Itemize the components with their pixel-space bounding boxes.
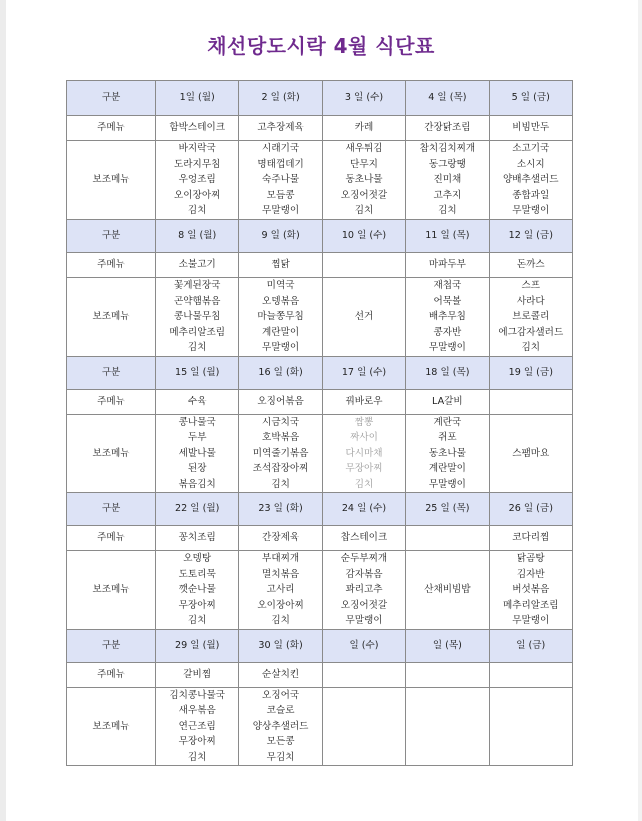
side-menu-item: 두부	[187, 432, 207, 443]
side-menu-item: 김치	[354, 205, 374, 217]
side-menu-item: 김치	[271, 478, 290, 490]
side-menu-item: 브로콜리	[512, 311, 550, 322]
side-menu-item: 김치	[187, 751, 207, 763]
side-menu-item: 오이장아찌	[257, 599, 304, 611]
side-menu-item: 무말랭이	[512, 205, 550, 217]
main-menu-cell: 수육	[156, 389, 239, 414]
side-menu-item: 된장	[187, 463, 207, 474]
main-menu-cell	[489, 389, 572, 414]
side-menu-cell	[239, 414, 322, 493]
side-menu-cell	[156, 414, 239, 493]
side-menu-item: 김치	[187, 615, 207, 626]
side-menu-item: 바지락국	[178, 143, 216, 155]
side-menu-item: 고추지	[433, 189, 462, 201]
main-menu-cell	[406, 526, 489, 551]
side-menu-cell	[406, 414, 489, 493]
side-menu-item: 동초나물	[345, 174, 383, 186]
side-menu-item: 동초나물	[428, 447, 466, 459]
side-menu-item: 계란말이	[262, 326, 300, 338]
side-menu-item: 계란국	[433, 416, 462, 428]
side-menu-cell	[322, 141, 405, 220]
main-menu-row	[67, 253, 573, 278]
day-header-cell: 24 일 (수)	[322, 493, 405, 526]
side-menu-cell	[239, 687, 322, 766]
side-menu-item: 김치	[521, 342, 541, 353]
side-menu-item: 연근조림	[178, 720, 216, 732]
row-label-main: 주메뉴	[67, 662, 156, 687]
side-menu-item: 동그랑땡	[428, 158, 466, 170]
side-menu-row	[67, 687, 573, 766]
side-menu-cell	[322, 278, 405, 357]
side-menu-item: 무말랭이	[512, 615, 550, 626]
side-menu-cell	[406, 687, 489, 766]
side-menu-item: 무말랭이	[428, 478, 466, 490]
row-label-side: 보조메뉴	[67, 414, 156, 493]
page-shadow-right	[638, 0, 642, 821]
side-menu-item: 도라지무침	[174, 158, 221, 170]
side-menu-item: 시금치국	[262, 416, 300, 428]
day-header-cell: 25 일 (목)	[406, 493, 489, 526]
side-menu-cell	[406, 551, 489, 630]
side-menu-item: 스프	[521, 280, 541, 291]
side-menu-row	[67, 141, 573, 220]
row-label-main: 주메뉴	[67, 253, 156, 278]
side-menu-item: 숙주나물	[262, 174, 300, 186]
side-menu-cell	[239, 278, 322, 357]
side-menu-item: 스팸마요	[512, 447, 550, 459]
side-menu-item: 도토리묵	[178, 568, 216, 580]
side-menu-item: 오징어젓갈	[340, 599, 388, 611]
side-menu-item: 사라다	[516, 295, 545, 307]
week-header-row	[67, 356, 573, 389]
side-menu-item: 메추리알조림	[169, 326, 225, 338]
side-menu-item: 명태껍데기	[257, 158, 304, 170]
side-menu-item: 김치	[187, 342, 207, 353]
side-menu-item: 진미채	[433, 174, 462, 186]
side-menu-item: 김자반	[516, 568, 545, 580]
side-menu-row	[67, 278, 573, 357]
side-menu-item: 무말랭이	[428, 342, 466, 353]
day-header-cell: 22 일 (월)	[156, 493, 239, 526]
side-menu-cell	[156, 141, 239, 220]
side-menu-item: 재첩국	[433, 280, 462, 291]
side-menu-cell	[489, 414, 572, 493]
side-menu-item: 양상추샐러드	[252, 720, 309, 732]
day-header-cell: 3 일 (수)	[322, 81, 405, 116]
row-label-gubun: 구분	[67, 493, 156, 526]
main-menu-cell	[406, 662, 489, 687]
side-menu-item: 김치	[438, 205, 457, 217]
side-menu-item: 새우튀김	[345, 143, 383, 155]
row-label-side: 보조메뉴	[67, 687, 156, 766]
row-label-side: 보조메뉴	[67, 278, 156, 357]
side-menu-item: 오징어젓갈	[340, 189, 388, 201]
row-label-side: 보조메뉴	[67, 551, 156, 630]
day-header-cell: 10 일 (수)	[322, 220, 405, 253]
day-header-cell: 11 일 (목)	[406, 220, 489, 253]
side-menu-item: 미역국	[266, 280, 295, 291]
day-header-cell: 9 일 (화)	[239, 220, 322, 253]
side-menu-item: 다시마채	[345, 447, 383, 459]
page-shadow-left	[0, 0, 6, 821]
side-menu-cell	[489, 551, 572, 630]
main-menu-cell: 코다리찜	[489, 526, 572, 551]
side-menu-item: 모듬콩	[266, 189, 295, 201]
main-menu-cell: 찹스테이크	[322, 526, 405, 551]
side-menu-item: 계란말이	[428, 463, 466, 474]
day-header-cell: 12 일 (금)	[489, 220, 572, 253]
main-menu-row	[67, 116, 573, 141]
main-menu-cell	[489, 662, 572, 687]
main-menu-cell: 비빔만두	[489, 116, 572, 141]
side-menu-item: 무김치	[266, 751, 295, 763]
main-menu-cell: 돈까스	[489, 253, 572, 278]
row-label-gubun: 구분	[67, 220, 156, 253]
side-menu-cell	[239, 551, 322, 630]
side-menu-item: 닭곰탕	[516, 553, 545, 564]
main-menu-cell: 소불고기	[156, 253, 239, 278]
side-menu-item: 마늘쫑무침	[257, 311, 304, 322]
side-menu-cell	[156, 278, 239, 357]
side-menu-item: 무말랭이	[262, 205, 300, 217]
side-menu-item: 오뎅탕	[183, 553, 212, 564]
week-header-row	[67, 220, 573, 253]
side-menu-item: 볶음김치	[178, 478, 216, 490]
side-menu-row	[67, 414, 573, 493]
row-label-main: 주메뉴	[67, 116, 156, 141]
side-menu-cell	[156, 687, 239, 766]
side-menu-item: 고사리	[266, 584, 295, 595]
row-label-gubun: 구분	[67, 629, 156, 662]
side-menu-cell	[322, 687, 405, 766]
main-menu-cell: 함박스테이크	[156, 116, 239, 141]
side-menu-item: 종합과일	[512, 189, 550, 201]
main-menu-cell: 오징어볶음	[239, 389, 322, 414]
side-menu-item: 조석잡장아찌	[252, 463, 309, 474]
side-menu-item: 짬뽕	[354, 416, 374, 428]
side-menu-item: 소고기국	[512, 143, 550, 155]
side-menu-item: 오이장아찌	[174, 189, 221, 201]
main-menu-row	[67, 662, 573, 687]
side-menu-cell	[489, 141, 572, 220]
main-menu-cell: 고추장제육	[239, 116, 322, 141]
side-menu-item: 꽈리고추	[345, 584, 383, 595]
side-menu-row	[67, 551, 573, 630]
row-label-side: 보조메뉴	[67, 141, 156, 220]
side-menu-item: 어묵볼	[433, 295, 462, 307]
day-header-cell: 19 일 (금)	[489, 356, 572, 389]
menu-table	[66, 80, 573, 766]
side-menu-item: 모든콩	[266, 736, 295, 747]
day-header-cell: 26 일 (금)	[489, 493, 572, 526]
side-menu-item: 오징어국	[262, 689, 300, 701]
side-menu-item: 깻순나물	[178, 584, 216, 595]
side-menu-item: 오뎅볶음	[262, 295, 300, 307]
side-menu-item: 무장아찌	[345, 463, 383, 474]
day-header-cell: 15 일 (월)	[156, 356, 239, 389]
day-header-cell: 30 일 (화)	[239, 629, 322, 662]
side-menu-item: 소시지	[516, 158, 545, 170]
main-menu-row	[67, 389, 573, 414]
main-menu-row	[67, 526, 573, 551]
main-menu-cell: 갈비찜	[156, 662, 239, 687]
day-header-cell: 16 일 (화)	[239, 356, 322, 389]
main-menu-cell: 찜닭	[239, 253, 322, 278]
side-menu-item: 에그감자샐러드	[498, 326, 564, 338]
side-menu-item: 무말랭이	[345, 615, 383, 626]
main-menu-cell: 카레	[322, 116, 405, 141]
day-header-cell: 4 일 (목)	[406, 81, 489, 116]
day-header-cell: 23 일 (화)	[239, 493, 322, 526]
side-menu-item: 우엉조림	[178, 174, 216, 186]
side-menu-cell	[322, 414, 405, 493]
main-menu-cell	[322, 662, 405, 687]
main-menu-cell: 순살치킨	[239, 662, 322, 687]
main-menu-cell: 꽁치조림	[156, 526, 239, 551]
side-menu-item: 세발나물	[178, 447, 216, 459]
side-menu-item: 코슬로	[266, 705, 295, 716]
row-label-main: 주메뉴	[67, 526, 156, 551]
side-menu-item: 감자볶음	[345, 568, 383, 580]
side-menu-item: 김치콩나물국	[169, 689, 225, 701]
side-menu-item: 선거	[354, 311, 374, 322]
side-menu-cell	[489, 687, 572, 766]
week-header-row	[67, 493, 573, 526]
day-header-cell: 일 (수)	[322, 629, 405, 662]
side-menu-item: 메추리알조림	[502, 599, 559, 611]
day-header-cell: 17 일 (수)	[322, 356, 405, 389]
side-menu-item: 양배추샐러드	[502, 174, 559, 186]
side-menu-item: 콩나물국	[178, 416, 216, 428]
side-menu-item: 김치	[187, 205, 207, 217]
side-menu-item: 산채비빔밥	[424, 584, 471, 595]
row-label-gubun: 구분	[67, 356, 156, 389]
day-header-cell: 1일 (월)	[156, 81, 239, 116]
main-menu-cell: 마파두부	[406, 253, 489, 278]
main-menu-cell: 꿔바로우	[322, 389, 405, 414]
page-title: 채선당도시락 4월 식단표	[207, 34, 435, 58]
week-header-row	[67, 629, 573, 662]
side-menu-item: 무장아찌	[178, 736, 216, 747]
day-header-cell: 5 일 (금)	[489, 81, 572, 116]
day-header-cell: 8 일 (월)	[156, 220, 239, 253]
side-menu-item: 짜사이	[350, 432, 378, 443]
side-menu-cell	[406, 278, 489, 357]
side-menu-item: 버섯볶음	[512, 584, 550, 595]
side-menu-item: 김치	[271, 615, 290, 626]
side-menu-cell	[156, 551, 239, 630]
day-header-cell: 2 일 (화)	[239, 81, 322, 116]
side-menu-item: 무장아찌	[178, 599, 216, 611]
side-menu-item: 꽃게된장국	[174, 280, 221, 291]
side-menu-item: 배추무침	[428, 311, 466, 322]
day-header-cell: 일 (금)	[489, 629, 572, 662]
side-menu-item: 멸치볶음	[262, 568, 300, 580]
row-label-main: 주메뉴	[67, 389, 156, 414]
side-menu-cell	[406, 141, 489, 220]
side-menu-cell	[322, 551, 405, 630]
side-menu-item: 곤약햄볶음	[174, 295, 221, 307]
side-menu-item: 미역줄기볶음	[252, 447, 309, 459]
side-menu-item: 호박볶음	[262, 432, 300, 443]
side-menu-item: 김치	[354, 478, 374, 490]
main-menu-cell: 간장닭조림	[406, 116, 489, 141]
main-menu-cell: LA갈비	[406, 389, 489, 414]
day-header-cell: 18 일 (목)	[406, 356, 489, 389]
day-header-cell: 29 일 (월)	[156, 629, 239, 662]
side-menu-item: 콩나물무침	[174, 311, 221, 322]
main-menu-cell: 간장제육	[239, 526, 322, 551]
side-menu-item: 참치김치찌개	[419, 143, 476, 155]
side-menu-item: 무말랭이	[262, 342, 300, 353]
row-label-gubun: 구분	[67, 81, 156, 116]
side-menu-item: 쥐포	[438, 432, 457, 443]
main-menu-cell	[322, 253, 405, 278]
side-menu-cell	[239, 141, 322, 220]
side-menu-item: 콩자반	[433, 326, 462, 338]
side-menu-item: 새우볶음	[178, 705, 216, 716]
side-menu-item: 단무지	[350, 158, 378, 170]
week-header-row	[67, 81, 573, 116]
side-menu-item: 순두부찌개	[340, 553, 388, 564]
side-menu-cell	[489, 278, 572, 357]
side-menu-item: 시래기국	[262, 143, 300, 155]
day-header-cell: 일 (목)	[406, 629, 489, 662]
side-menu-item: 부대찌개	[262, 553, 300, 564]
